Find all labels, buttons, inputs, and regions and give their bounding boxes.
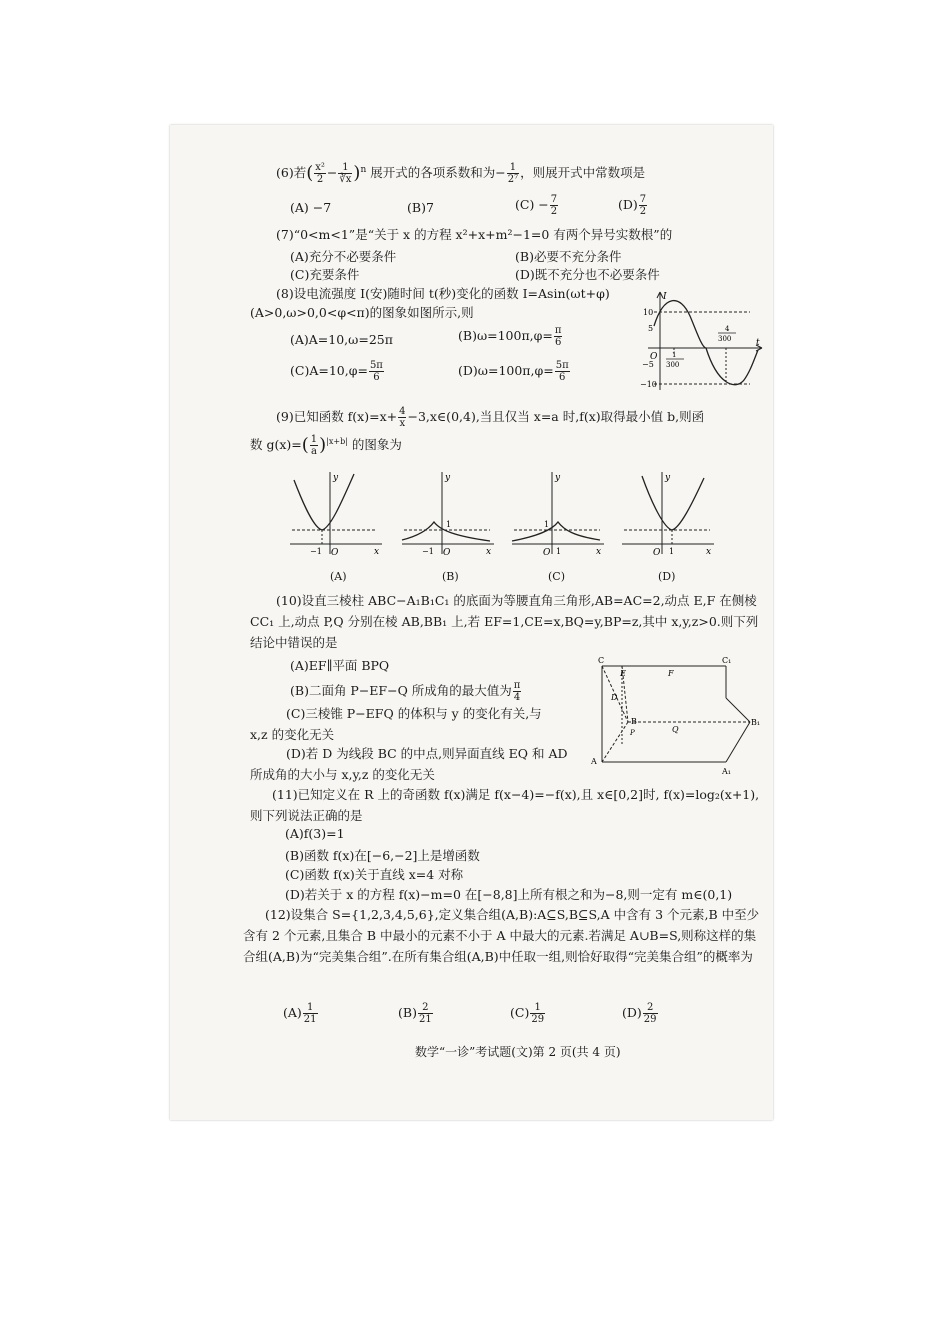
q9-caption-a: (A) <box>330 570 347 583</box>
fig-label-a: A <box>591 757 597 766</box>
question-6: (6)若( $\frac{\text{x²}}{2}$ − $\frac{1}{∛x}$ )$^n$ 展开式的各项系数和为− $\frac{1}{\text{2⁷}}$ ，则展开式中常数项是 <box>276 162 646 186</box>
q9-caption-c: (C) <box>548 570 565 583</box>
question-7-stem: (7)“0<m<1”是“关于 x 的方程 x²+x+m²−1=0 有两个异号实数根”的 <box>276 227 673 242</box>
question-11-stem: (11)已知定义在 R 上的奇函数 f(x)满足 f(x−4)=−f(x),且 x∈[0,2]时, f(x)=log₂(x+1),则下列说法正确的是 <box>250 787 760 823</box>
q6-coeff-sum: $\frac{1}{\text{2⁷}}$ <box>507 162 519 186</box>
question-10-stem: (10)设直三棱柱 ABC−A₁B₁C₁ 的底面为等腰直角三角形,AB=AC=2,动点 E,F 在侧棱 CC₁ 上,动点 P,Q 分别在棱 AB,BB₁ 上,若 EF=1,CE=x,BQ=y,BP=z,其中 x,y,z>0.则下列结论中错误的是 <box>250 593 759 650</box>
q9-caption-b: (B) <box>442 570 459 583</box>
q9-caption-d: (D) <box>658 570 676 583</box>
q8-graph-t1-num: 1 <box>672 351 677 359</box>
q10-option-c: (C)三棱锥 P−EFQ 的体积与 y 的变化有关,与 x,z 的变化无关 <box>250 706 542 742</box>
question-12-stem: (12)设集合 S={1,2,3,4,5,6},定义集合组(A,B):A⊆S,B⊆S,A 中含有 3 个元素,B 中至少含有 2 个元素,且集合 B 中最小的元素不小于 A 中最大的元素.若满足 A∪B=S,则称这样的集合组(A,B)为“完美集合组”.在所有集合组(A,B)中任取一组,则恰好取得“完美集合组”的概率为 <box>243 907 760 964</box>
q6-option-c: (C) − $\frac{7}{2}$ <box>515 194 558 217</box>
q9c-one: 1 <box>544 520 550 529</box>
q10-prism-figure <box>588 652 766 777</box>
fig-label-q: Q <box>672 725 679 734</box>
q8-graph-yn10: −10 <box>640 380 657 389</box>
q9b-y: y <box>445 473 451 483</box>
q8-graph-y10: 10 <box>643 308 654 317</box>
page-footer: 数学“一诊”考试题(文)第 2 页(共 4 页) <box>415 1045 621 1059</box>
q9d-x: x <box>706 547 712 557</box>
fig-label-f: F <box>668 669 674 678</box>
q9a-x: x <box>374 547 380 557</box>
q6-frac-x2-over-2: $\frac{\text{x²}}{2}$ <box>315 162 325 186</box>
question-8-stem-line2: (A>0,ω>0,0<φ<π)的图象如图所示,则 <box>250 305 474 320</box>
q6-frac-1-over-cbrtx: $\frac{1}{∛x}$ <box>339 162 352 186</box>
q9d-y: y <box>665 473 671 483</box>
q7-option-c: (C)充要条件 <box>290 267 360 282</box>
q12-option-a: (A) $\frac{1}{21}$ <box>283 1002 317 1025</box>
q9c-o: O <box>543 548 551 558</box>
question-8-stem-line1: (8)设电流强度 I(安)随时间 t(秒)变化的函数 I=Asin(ωt+φ) <box>276 286 610 301</box>
q8-graph-t1-den: 300 <box>666 361 680 369</box>
q12-option-b: (B) $\frac{2}{21}$ <box>398 1002 432 1025</box>
q9d-o: O <box>653 548 661 558</box>
q9a-o: O <box>331 548 339 558</box>
q8-graph-t2-den: 300 <box>718 335 732 343</box>
q9d-one: 1 <box>669 547 675 556</box>
q10-option-d: (D)若 D 为线段 BC 的中点,则异面直线 EQ 和 AD 所成角的大小与 x,y,z 的变化无关 <box>250 746 568 782</box>
fig-label-e: E <box>620 669 626 678</box>
q11-option-b: (B)函数 f(x)在[−6,−2]上是增函数 <box>285 848 480 863</box>
q6-option-d: (D) $\frac{7}{2}$ <box>618 194 647 217</box>
q12-option-d: (D) $\frac{2}{29}$ <box>622 1002 657 1025</box>
q9-graph-b <box>398 470 498 565</box>
q9c-y: y <box>555 473 561 483</box>
q9a-neg1: −1 <box>310 547 322 556</box>
q6-option-b: (B)7 <box>407 200 434 215</box>
fig-label-c1: C₁ <box>722 656 732 665</box>
q9b-one: 1 <box>446 520 452 529</box>
q8-graph-y-label: I <box>663 292 667 302</box>
q8-graph-origin: O <box>650 352 658 362</box>
q11-option-c: (C)函数 f(x)关于直线 x=4 对称 <box>285 867 464 882</box>
fig-label-b: B <box>631 717 637 726</box>
q11-option-d: (D)若关于 x 的方程 f(x)−m=0 在[−8,8]上所有根之和为−8,则一定有 m∈(0,1) <box>285 887 733 902</box>
q8-graph-t2-num: 4 <box>725 325 730 333</box>
q8-option-a: (A)A=10,ω=25π <box>290 332 393 347</box>
q8-option-b: (B)ω=100π,φ= $\frac{\pi}{6}$ <box>458 325 562 348</box>
fig-label-d: D <box>611 693 618 702</box>
question-9-stem-line1: (9)已知函数 f(x)=x+ $\frac{4}{x}$ −3,x∈(0,4),当且仅当 x=a 时,f(x)取得最小值 b,则函 <box>276 406 705 429</box>
q8-graph-y5: 5 <box>648 324 654 333</box>
q7-option-d: (D)既不充分也不必要条件 <box>515 267 660 282</box>
q9b-o: O <box>443 548 451 558</box>
question-9-stem-line2: 数 g(x)=( $\frac{1}{a}$ )$^{|x+b|}$ 的图象为 <box>250 434 402 458</box>
q9-graph-d <box>618 470 718 565</box>
q7-option-a: (A)充分不必要条件 <box>290 249 397 264</box>
q11-option-a: (A)f(3)=1 <box>285 826 345 841</box>
q8-graph-x-label: t <box>756 338 760 348</box>
q8-option-c: (C)A=10,φ= $\frac{5\pi}{6}$ <box>290 360 383 383</box>
q9-graph-a <box>286 470 386 565</box>
q9c-one-x: 1 <box>556 547 562 556</box>
q9b-x: x <box>486 547 492 557</box>
fig-label-c: C <box>598 656 605 665</box>
q9b-neg1: −1 <box>422 547 434 556</box>
fig-label-p: P <box>630 729 635 737</box>
q10-option-a: (A)EF∥平面 BPQ <box>290 658 390 673</box>
q9a-y: y <box>333 473 339 483</box>
fig-label-b1: B₁ <box>751 718 761 727</box>
q9-graph-c <box>508 470 608 565</box>
q8-graph-yn5: −5 <box>642 360 654 369</box>
q6-option-a: (A) −7 <box>290 200 332 215</box>
fig-label-a1: A₁ <box>722 767 731 776</box>
q10-option-b: (B)二面角 P−EF−Q 所成角的最大值为 $\frac{\pi}{4}$ <box>290 680 521 703</box>
q9c-x: x <box>596 547 602 557</box>
q8-option-d: (D)ω=100π,φ= $\frac{5\pi}{6}$ <box>458 360 569 383</box>
q8-current-graph <box>640 290 765 400</box>
q12-option-c: (C) $\frac{1}{29}$ <box>510 1002 545 1025</box>
q7-option-b: (B)必要不充分条件 <box>515 249 622 264</box>
